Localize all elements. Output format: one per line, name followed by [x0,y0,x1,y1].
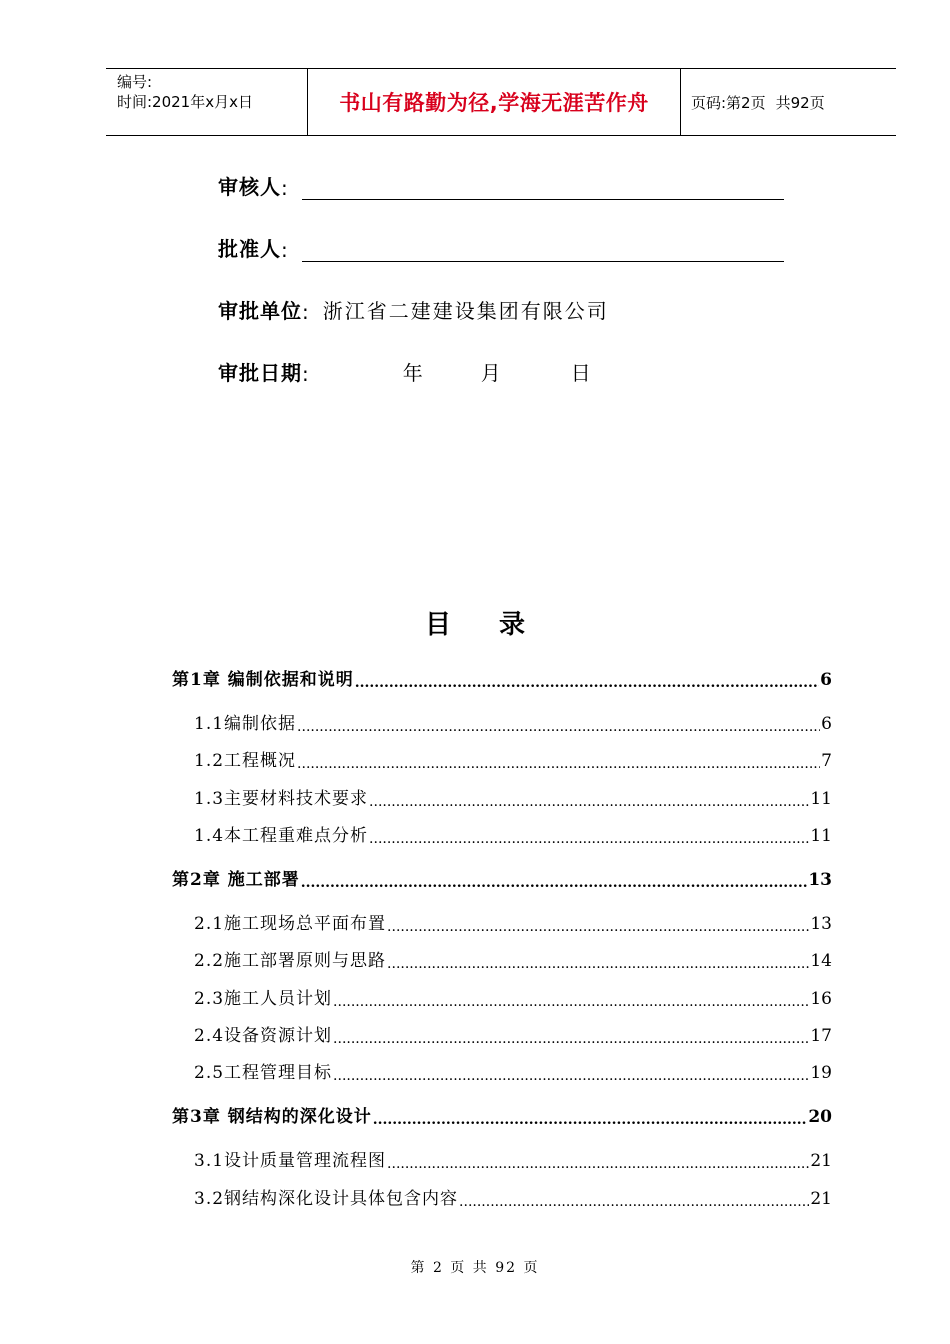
toc-entry-title: 3.1设计质量管理流程图 [194,1151,387,1171]
page-footer: 第 2 页 共 92 页 [410,1260,540,1276]
toc-entry-chapter-1[interactable] [172,666,832,690]
toc-entry-title: 2.2施工部署原则与思路 [194,951,387,971]
toc-entry-page: 17 [810,1026,832,1046]
toc-entry-page: 6 [820,670,832,690]
date-year: 年 [402,361,423,385]
toc-entry-title: 1.4本工程重难点分析 [194,826,369,846]
toc-entry-title: 第2章 施工部署 [172,870,300,890]
approval-unit-label: 审批单位 [218,299,302,323]
toc-entry-title: 1.3主要材料技术要求 [194,789,369,809]
reviewer-label: 审核人 [218,175,281,199]
approval-unit-row: 审批单位 : 浙江省二建建设集团有限公司 [218,294,609,324]
approver-label: 批准人 [218,237,281,261]
toc-entry-2-1[interactable] [194,910,832,934]
reviewer-signature-line[interactable] [302,175,784,200]
toc-entry-1-2[interactable] [194,747,832,771]
toc-entry-title: 1.1编制依据 [194,714,297,734]
toc-entry-title: 2.1施工现场总平面布置 [194,914,387,934]
toc-entry-page: 11 [810,789,832,809]
toc-entry-page: 13 [810,914,832,934]
toc-title [0,604,950,641]
toc-entry-title: 第3章 钢结构的深化设计 [172,1107,372,1127]
toc-entry-title: 2.4设备资源计划 [194,1026,333,1046]
toc-entry-page: 7 [821,751,832,771]
toc-entry-3-1[interactable] [194,1147,832,1171]
toc-entry-3-2[interactable] [194,1185,832,1209]
toc-entry-page: 16 [810,989,832,1009]
approver-signature-line[interactable] [302,237,784,262]
toc-entry-chapter-3[interactable] [172,1103,832,1127]
toc-entry-title: 2.3施工人员计划 [194,989,333,1009]
approval-date-label: 审批日期 [218,361,302,385]
document-time-label: 时间:2021年x月x日 [117,93,253,111]
toc-entry-page: 14 [810,951,832,971]
toc-entry-page: 19 [810,1063,832,1083]
date-day: 日 [570,361,591,385]
toc-entry-1-3[interactable] [194,785,832,809]
approval-date-row: 审批日期 : 年 月 日 [218,356,591,386]
toc-entry-page: 6 [821,714,832,734]
toc-entry-2-4[interactable] [194,1022,832,1046]
toc-entry-2-5[interactable] [194,1059,832,1083]
toc-entry-page: 13 [808,870,832,890]
toc-entry-title: 2.5工程管理目标 [194,1063,333,1083]
toc-entry-2-2[interactable] [194,947,832,971]
toc-title-part-1: 目 [424,610,451,640]
toc-entry-1-1[interactable] [194,710,832,734]
toc-title-part-2: 录 [499,610,526,640]
header-page-total: 共92页 [775,93,825,112]
header-motto: 书山有路勤为径,学海无涯苦作舟 [308,69,681,135]
toc-entry-page: 11 [810,826,832,846]
approver-row: 批准人 : [218,232,784,262]
toc-entry-page: 20 [808,1107,832,1127]
toc-entry-1-4[interactable] [194,822,832,846]
approval-unit-value: 浙江省二建建设集团有限公司 [322,299,609,323]
header-meta [106,69,308,135]
toc-entry-chapter-2[interactable] [172,866,832,890]
document-id-label: 编号: [117,73,153,91]
toc-entry-title: 1.2工程概况 [194,751,297,771]
toc-entry-page: 21 [810,1189,832,1209]
toc-entry-page: 21 [810,1151,832,1171]
toc-entry-title: 3.2钢结构深化设计具体包含内容 [194,1189,459,1209]
reviewer-row: 审核人 : [218,170,784,200]
document-header [106,68,896,136]
header-page-info [681,69,896,135]
toc-entry-2-3[interactable] [194,985,832,1009]
toc-entry-title: 第1章 编制依据和说明 [172,670,354,690]
date-month: 月 [480,361,501,385]
header-page-number: 页码:第2页 [691,93,766,112]
